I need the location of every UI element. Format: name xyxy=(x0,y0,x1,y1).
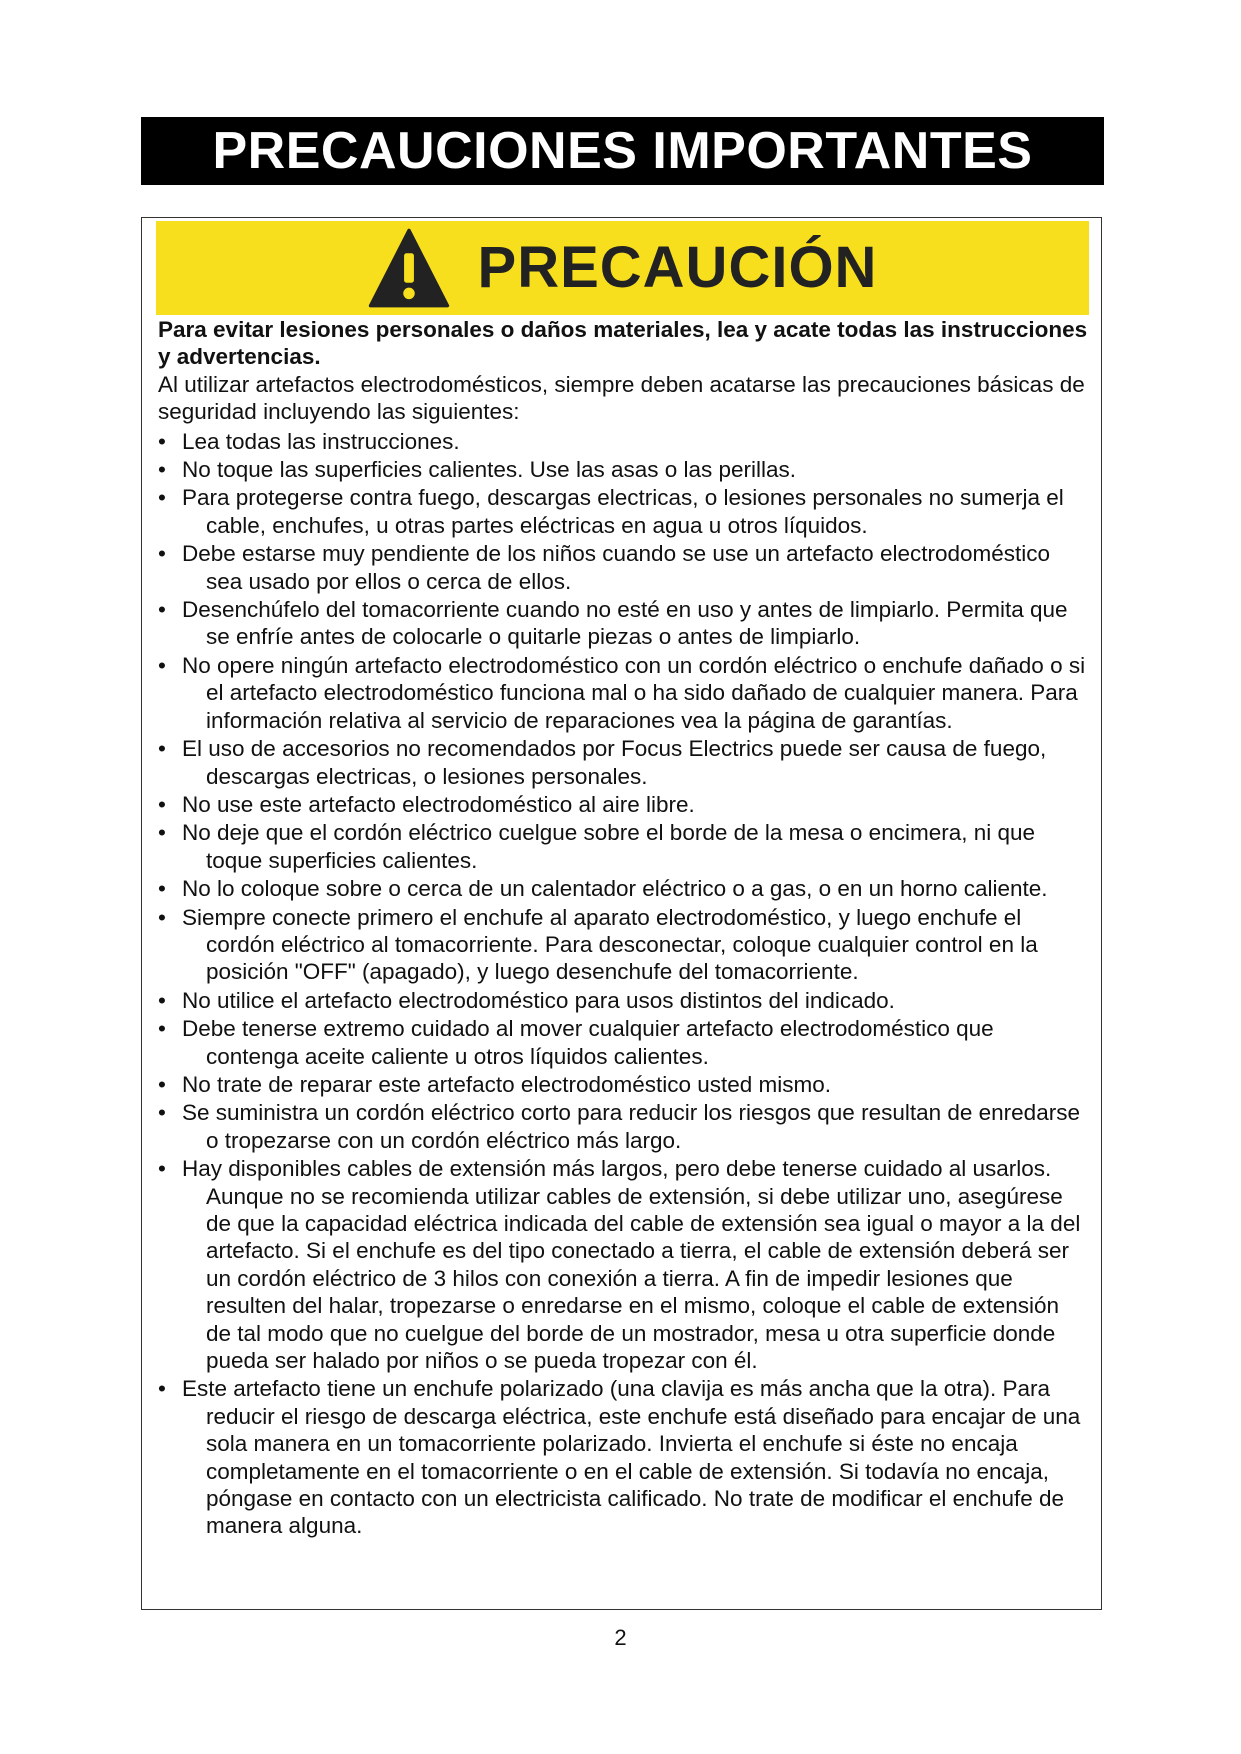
list-item xyxy=(158,819,1090,874)
list-item xyxy=(158,540,1090,595)
list-item-text: No use este artefacto electrodoméstico al aire libre. xyxy=(182,791,695,817)
list-item-text: Para protegerse contra fuego, descargas electricas, o lesiones personales no sumerja el cable, enchufes, u otras partes eléctricas en agua u otros líquidos. xyxy=(182,485,1064,538)
lead-statement: Para evitar lesiones personales o daños materiales, lea y acate todas las instrucciones y advertencias. xyxy=(158,317,1088,370)
list-item-text: No opere ningún artefacto electrodoméstico con un cordón eléctrico o enchufe dañado o si el artefacto electrodoméstico funciona mal o ha sido dañado de cualquier manera. Para información relativa al servicio de reparaciones vea la página de garantías. xyxy=(182,652,1086,733)
list-item xyxy=(158,904,1090,986)
list-item xyxy=(158,1071,1090,1098)
page-number: 2 xyxy=(614,1625,627,1650)
bullet-icon: • xyxy=(158,1016,166,1042)
list-item-text: No lo coloque sobre o cerca de un calentador eléctrico o a gas, o en un horno caliente. xyxy=(182,876,1048,902)
list-item-text: No utilice el artefacto electrodoméstico para usos distintos del indicado. xyxy=(182,987,895,1013)
list-item-text: No toque las superficies calientes. Use las asas o las perillas. xyxy=(182,457,797,483)
bullet-icon: • xyxy=(158,1071,166,1097)
list-item xyxy=(158,1015,1090,1070)
list-item-text: Lea todas las instrucciones. xyxy=(182,428,460,454)
bullet-icon: • xyxy=(158,1100,166,1126)
bullet-icon: • xyxy=(158,597,166,623)
precautions-list xyxy=(158,428,1090,1540)
bullet-icon: • xyxy=(158,652,166,678)
list-item xyxy=(158,987,1090,1014)
list-item-text: Debe tenerse extremo cuidado al mover cualquier artefacto electrodoméstico que contenga aceite caliente u otros líquidos calientes. xyxy=(182,1016,994,1069)
list-item-text: Hay disponibles cables de extensión más largos, pero debe tenerse cuidado al usarlos. Aunque no se recomienda utilizar cables de extensión, si debe utilizar uno, asegúrese de que la capacidad eléctrica indicada del cable de extensión sea igual o mayor a la del artefacto. Si el enchufe es del tipo conectado a tierra, el cable de extensión deberá ser un cordón eléctrico de 3 hilos con conexión a tierra. A fin de impedir lesiones que resulten del halar, tropezarse o enredarse en el mismo, coloque el cable de extensión de tal modo que no cuelgue del borde de un mostrador, mesa u otra superficie donde pueda ser halado por niños o se pueda tropezar con él. xyxy=(182,1156,1081,1374)
list-item xyxy=(158,1155,1090,1374)
bullet-icon: • xyxy=(158,428,166,454)
list-item-text: Desenchúfelo del tomacorriente cuando no esté en uso y antes de limpiarlo. Permita que se enfríe antes de colocarle o quitarle piezas o antes de limpiarlo. xyxy=(182,597,1068,650)
page-title: PRECAUCIONES IMPORTANTES xyxy=(212,122,1033,180)
list-item xyxy=(158,791,1090,818)
list-item-text: No trate de reparar este artefacto electrodoméstico usted mismo. xyxy=(182,1071,832,1097)
bullet-icon: • xyxy=(158,457,166,483)
bullet-icon: • xyxy=(158,987,166,1013)
bullet-icon: • xyxy=(158,541,166,567)
list-item xyxy=(158,735,1090,790)
bullet-icon: • xyxy=(158,485,166,511)
list-item xyxy=(158,1375,1090,1539)
warning-triangle-icon xyxy=(368,225,450,311)
list-item xyxy=(158,1099,1090,1154)
list-item xyxy=(158,456,1090,483)
list-item xyxy=(158,428,1090,455)
bullet-icon: • xyxy=(158,820,166,846)
list-item xyxy=(158,596,1090,651)
bullet-icon: • xyxy=(158,736,166,762)
bullet-icon: • xyxy=(158,876,166,902)
bullet-icon: • xyxy=(158,791,166,817)
warning-banner xyxy=(156,221,1089,315)
list-item-text: Se suministra un cordón eléctrico corto para reducir los riesgos que resultan de enredarse o tropezarse con un cordón eléctrico más largo. xyxy=(182,1100,1080,1153)
intro-paragraph: Al utilizar artefactos electrodomésticos, siempre deben acatarse las precauciones básicas de seguridad incluyendo las siguientes: xyxy=(158,371,1085,425)
list-item xyxy=(158,875,1090,902)
list-item xyxy=(158,652,1090,734)
precautions-content xyxy=(158,316,1090,1541)
warning-label: PRECAUCIÓN xyxy=(477,235,878,300)
bullet-icon: • xyxy=(158,904,166,930)
title-bar xyxy=(141,117,1104,185)
list-item-text: Este artefacto tiene un enchufe polarizado (una clavija es más ancha que la otra). Para reducir el riesgo de descarga eléctrica, este enchufe está diseñado para encajar de una sola manera en un tomacorriente polarizado. Invierta el enchufe si éste no encaja completamente en el tomacorriente o en el cable de extensión. Si todavía no encaja, póngase en contacto con un electricista calificado. No trate de modificar el enchufe de manera alguna. xyxy=(182,1376,1081,1539)
list-item-text: No deje que el cordón eléctrico cuelgue sobre el borde de la mesa o encimera, ni que toque superficies calientes. xyxy=(182,820,1036,873)
list-item xyxy=(158,484,1090,539)
list-item-text: El uso de accesorios no recomendados por Focus Electrics puede ser causa de fuego, descargas electricas, o lesiones personales. xyxy=(182,736,1047,789)
bullet-icon: • xyxy=(158,1156,166,1182)
list-item-text: Siempre conecte primero el enchufe al aparato electrodoméstico, y luego enchufe el cordón eléctrico al tomacorriente. Para desconectar, coloque cualquier control en la posición "OFF" (apagado), y luego desenchufe del tomacorriente. xyxy=(182,904,1038,985)
precautions-box xyxy=(141,217,1102,1610)
list-item-text: Debe estarse muy pendiente de los niños cuando se use un artefacto electrodoméstico sea usado por ellos o cerca de ellos. xyxy=(182,541,1051,594)
bullet-icon: • xyxy=(158,1376,166,1402)
